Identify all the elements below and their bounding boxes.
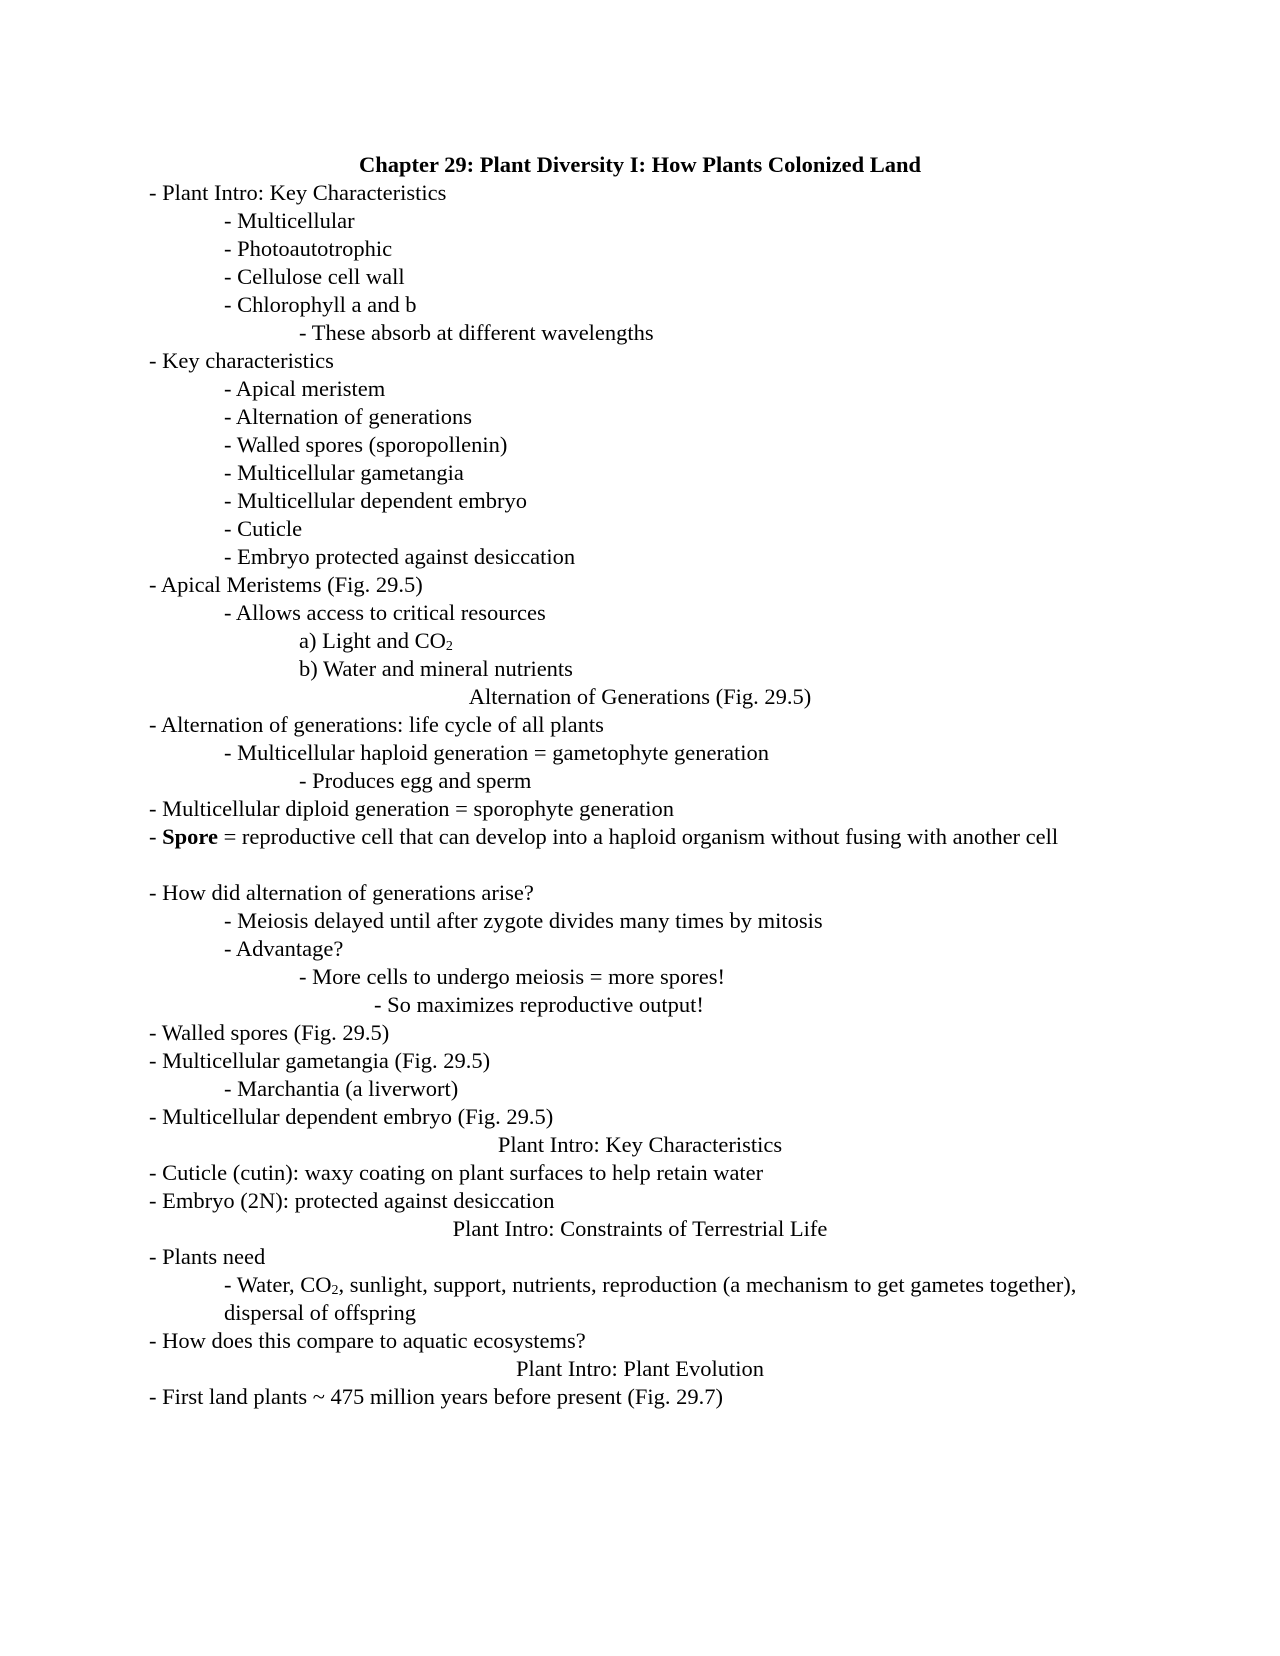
bullet-gametangia-fig: - Multicellular gametangia (Fig. 29.5)	[149, 1048, 491, 1073]
bullet-wavelengths: - These absorb at different wavelengths	[299, 320, 654, 345]
bullet-maximizes: - So maximizes reproductive output!	[374, 992, 704, 1017]
bullet-key-characteristics: - Key characteristics	[149, 348, 334, 373]
bullet-allows-access: - Allows access to critical resources	[224, 600, 546, 625]
bullet-apical-meristems-fig: - Apical Meristems (Fig. 29.5)	[149, 572, 423, 597]
bullet-cellulose: - Cellulose cell wall	[224, 264, 405, 289]
bullet-haploid: - Multicellular haploid generation = gametophyte generation	[224, 740, 770, 765]
bullet-cuticle-cutin: - Cuticle (cutin): waxy coating on plant surfaces to help retain water	[149, 1160, 764, 1185]
bullet-plant-intro: - Plant Intro: Key Characteristics	[149, 180, 447, 205]
needs-co2-subscript: 2	[331, 1283, 339, 1298]
bullet-more-cells: - More cells to undergo meiosis = more spores!	[299, 964, 725, 989]
heading-plant-evolution: Plant Intro: Plant Evolution	[515, 1356, 765, 1381]
bullet-water-minerals: b) Water and mineral nutrients	[299, 656, 573, 681]
bullet-photoautotrophic: - Photoautotrophic	[224, 236, 393, 261]
bullet-multicellular: - Multicellular	[224, 208, 355, 233]
bullet-embryo-2n: - Embryo (2N): protected against desiccation	[149, 1188, 555, 1213]
bullet-life-cycle: - Alternation of generations: life cycle of all plants	[149, 712, 604, 737]
bullet-advantage: - Advantage?	[224, 936, 344, 961]
bullet-alternation: - Alternation of generations	[224, 404, 473, 429]
bullet-embryo-fig: - Multicellular dependent embryo (Fig. 29.5)	[149, 1104, 554, 1129]
bullet-how-arise: - How did alternation of generations arise?	[149, 880, 534, 905]
bullet-embryo-protected: - Embryo protected against desiccation	[224, 544, 576, 569]
bullet-dependent-embryo: - Multicellular dependent embryo	[224, 488, 528, 513]
spore-dash: -	[149, 824, 163, 849]
heading-alternation: Alternation of Generations (Fig. 29.5)	[468, 684, 812, 709]
bullet-egg-sperm: - Produces egg and sperm	[299, 768, 532, 793]
spore-text: = reproductive cell that can develop into a haploid organism without fusing with another cell	[217, 824, 1059, 849]
bullet-cuticle: - Cuticle	[224, 516, 303, 541]
chapter-title: Chapter 29: Plant Diversity I: How Plants Colonized Land	[358, 152, 922, 177]
bullet-spore-definition	[149, 823, 1129, 851]
bullet-walled-spores-fig: - Walled spores (Fig. 29.5)	[149, 1020, 390, 1045]
bullet-meiosis-delayed: - Meiosis delayed until after zygote divides many times by mitosis	[224, 908, 823, 933]
bullet-apical-meristem: - Apical meristem	[224, 376, 386, 401]
bullet-light-co2	[299, 627, 453, 655]
bullet-needs-list	[224, 1271, 1084, 1327]
bullet-aquatic-compare: - How does this compare to aquatic ecosystems?	[149, 1328, 586, 1353]
needs-text-rest: , sunlight, support, nutrients, reproduction (a mechanism to get gametes together), dispersal of offspring	[224, 1272, 1077, 1325]
bullet-first-land-plants: - First land plants ~ 475 million years before present (Fig. 29.7)	[149, 1384, 723, 1409]
heading-key-characteristics: Plant Intro: Key Characteristics	[497, 1132, 783, 1157]
bullet-marchantia: - Marchantia (a liverwort)	[224, 1076, 459, 1101]
needs-text-start: - Water, CO	[224, 1272, 332, 1297]
bullet-walled-spores: - Walled spores (sporopollenin)	[224, 432, 508, 457]
spore-term: Spore	[162, 824, 218, 849]
bullet-diploid: - Multicellular diploid generation = sporophyte generation	[149, 796, 675, 821]
co2-subscript: 2	[445, 639, 453, 654]
bullet-gametangia: - Multicellular gametangia	[224, 460, 464, 485]
bullet-plants-need: - Plants need	[149, 1244, 266, 1269]
bullet-chlorophyll: - Chlorophyll a and b	[224, 292, 417, 317]
light-co2-text: a) Light and CO	[299, 628, 446, 653]
heading-constraints: Plant Intro: Constraints of Terrestrial Life	[452, 1216, 828, 1241]
